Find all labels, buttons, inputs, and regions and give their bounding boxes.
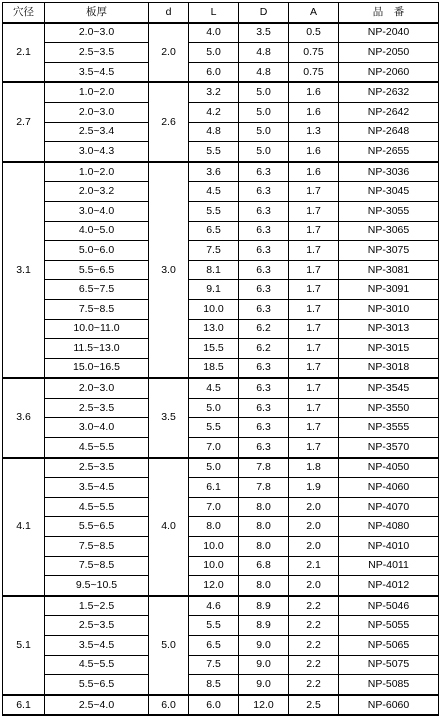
a-cell: 1.7 bbox=[289, 358, 339, 378]
table-row bbox=[3, 458, 439, 478]
table-row bbox=[3, 636, 439, 656]
D-cell: 6.8 bbox=[239, 556, 289, 576]
plate-thickness-cell: 5.5~6.5 bbox=[45, 517, 149, 537]
l-cell: 3.2 bbox=[189, 82, 239, 102]
a-cell: 2.2 bbox=[289, 616, 339, 636]
part-number-cell: NP-3570 bbox=[339, 438, 439, 458]
plate-thickness-cell: 2.5~4.0 bbox=[45, 695, 149, 716]
part-number-cell: NP-2642 bbox=[339, 102, 439, 122]
plate-thickness-cell: 7.5~8.5 bbox=[45, 537, 149, 557]
plate-thickness-cell: 3.5~4.5 bbox=[45, 636, 149, 656]
a-cell: 2.5 bbox=[289, 695, 339, 716]
table-row bbox=[3, 241, 439, 261]
d-cell: 3.5 bbox=[149, 378, 189, 457]
part-number-cell: NP-3550 bbox=[339, 398, 439, 418]
a-cell: 1.7 bbox=[289, 280, 339, 300]
plate-thickness-cell: 4.5~5.5 bbox=[45, 497, 149, 517]
table-row bbox=[3, 616, 439, 636]
table-row bbox=[3, 675, 439, 695]
l-cell: 6.5 bbox=[189, 221, 239, 241]
a-cell: 1.7 bbox=[289, 398, 339, 418]
a-cell: 1.7 bbox=[289, 201, 339, 221]
table-row bbox=[3, 319, 439, 339]
a-cell: 1.7 bbox=[289, 339, 339, 359]
table-row bbox=[3, 43, 439, 63]
D-cell: 9.0 bbox=[239, 636, 289, 656]
D-cell: 8.0 bbox=[239, 497, 289, 517]
header-a: A bbox=[289, 3, 339, 23]
hole-diameter-cell: 2.1 bbox=[3, 23, 45, 83]
l-cell: 5.5 bbox=[189, 201, 239, 221]
a-cell: 1.7 bbox=[289, 221, 339, 241]
table-row bbox=[3, 162, 439, 182]
part-number-cell: NP-2655 bbox=[339, 142, 439, 162]
D-cell: 6.3 bbox=[239, 260, 289, 280]
table-row bbox=[3, 537, 439, 557]
l-cell: 4.0 bbox=[189, 23, 239, 43]
plate-thickness-cell: 3.0~4.3 bbox=[45, 142, 149, 162]
a-cell: 1.8 bbox=[289, 458, 339, 478]
part-number-cell: NP-4050 bbox=[339, 458, 439, 478]
plate-thickness-cell: 3.0~4.0 bbox=[45, 418, 149, 438]
hole-diameter-cell: 5.1 bbox=[3, 596, 45, 695]
a-cell: 0.75 bbox=[289, 43, 339, 63]
a-cell: 1.7 bbox=[289, 260, 339, 280]
a-cell: 1.7 bbox=[289, 299, 339, 319]
plate-thickness-cell: 4.0~5.0 bbox=[45, 221, 149, 241]
part-number-cell: NP-3045 bbox=[339, 182, 439, 202]
a-cell: 1.7 bbox=[289, 378, 339, 398]
header-D: D bbox=[239, 3, 289, 23]
plate-thickness-cell: 2.5~3.5 bbox=[45, 616, 149, 636]
D-cell: 6.3 bbox=[239, 358, 289, 378]
D-cell: 9.0 bbox=[239, 655, 289, 675]
a-cell: 1.7 bbox=[289, 241, 339, 261]
plate-thickness-cell: 1.0~2.0 bbox=[45, 162, 149, 182]
a-cell: 1.6 bbox=[289, 82, 339, 102]
l-cell: 18.5 bbox=[189, 358, 239, 378]
D-cell: 4.8 bbox=[239, 62, 289, 82]
part-number-cell: NP-3013 bbox=[339, 319, 439, 339]
plate-thickness-cell: 1.0~2.0 bbox=[45, 82, 149, 102]
D-cell: 3.5 bbox=[239, 23, 289, 43]
plate-thickness-cell: 5.0~6.0 bbox=[45, 241, 149, 261]
a-cell: 2.1 bbox=[289, 556, 339, 576]
hole-diameter-cell: 3.1 bbox=[3, 162, 45, 379]
a-cell: 1.7 bbox=[289, 319, 339, 339]
l-cell: 5.5 bbox=[189, 418, 239, 438]
D-cell: 8.0 bbox=[239, 517, 289, 537]
part-number-cell: NP-3055 bbox=[339, 201, 439, 221]
plate-thickness-cell: 2.5~3.5 bbox=[45, 43, 149, 63]
a-cell: 1.7 bbox=[289, 182, 339, 202]
part-number-cell: NP-2648 bbox=[339, 122, 439, 142]
l-cell: 4.6 bbox=[189, 596, 239, 616]
plate-thickness-cell: 11.5~13.0 bbox=[45, 339, 149, 359]
D-cell: 6.2 bbox=[239, 319, 289, 339]
part-number-cell: NP-3555 bbox=[339, 418, 439, 438]
l-cell: 7.5 bbox=[189, 655, 239, 675]
table-row bbox=[3, 339, 439, 359]
l-cell: 6.1 bbox=[189, 478, 239, 498]
l-cell: 8.5 bbox=[189, 675, 239, 695]
d-cell: 2.6 bbox=[149, 82, 189, 161]
table-row bbox=[3, 102, 439, 122]
l-cell: 7.0 bbox=[189, 438, 239, 458]
plate-thickness-cell: 5.5~6.5 bbox=[45, 260, 149, 280]
d-cell: 6.0 bbox=[149, 695, 189, 716]
l-cell: 5.5 bbox=[189, 142, 239, 162]
D-cell: 6.3 bbox=[239, 241, 289, 261]
header-d: d bbox=[149, 3, 189, 23]
a-cell: 2.0 bbox=[289, 517, 339, 537]
part-number-cell: NP-5065 bbox=[339, 636, 439, 656]
part-number-cell: NP-3545 bbox=[339, 378, 439, 398]
header-plate-thickness: 板厚 bbox=[45, 3, 149, 23]
header-part-number: 品 番 bbox=[339, 3, 439, 23]
plate-thickness-cell: 2.5~3.5 bbox=[45, 398, 149, 418]
D-cell: 8.9 bbox=[239, 616, 289, 636]
part-number-cell: NP-3036 bbox=[339, 162, 439, 182]
l-cell: 5.0 bbox=[189, 43, 239, 63]
a-cell: 2.0 bbox=[289, 497, 339, 517]
D-cell: 6.3 bbox=[239, 162, 289, 182]
d-cell: 5.0 bbox=[149, 596, 189, 695]
D-cell: 5.0 bbox=[239, 142, 289, 162]
D-cell: 6.3 bbox=[239, 201, 289, 221]
l-cell: 8.1 bbox=[189, 260, 239, 280]
D-cell: 6.3 bbox=[239, 299, 289, 319]
header-hole-diameter: 穴径 bbox=[3, 3, 45, 23]
D-cell: 12.0 bbox=[239, 695, 289, 716]
spec-table bbox=[2, 2, 439, 716]
part-number-cell: NP-2050 bbox=[339, 43, 439, 63]
part-number-cell: NP-4080 bbox=[339, 517, 439, 537]
part-number-cell: NP-4070 bbox=[339, 497, 439, 517]
part-number-cell: NP-2040 bbox=[339, 23, 439, 43]
part-number-cell: NP-4012 bbox=[339, 576, 439, 596]
part-number-cell: NP-3081 bbox=[339, 260, 439, 280]
plate-thickness-cell: 7.5~8.5 bbox=[45, 299, 149, 319]
table-row bbox=[3, 418, 439, 438]
hole-diameter-cell: 3.6 bbox=[3, 378, 45, 457]
plate-thickness-cell: 2.0~3.2 bbox=[45, 182, 149, 202]
plate-thickness-cell: 3.5~4.5 bbox=[45, 478, 149, 498]
plate-thickness-cell: 1.5~2.5 bbox=[45, 596, 149, 616]
D-cell: 4.8 bbox=[239, 43, 289, 63]
l-cell: 9.1 bbox=[189, 280, 239, 300]
D-cell: 6.3 bbox=[239, 221, 289, 241]
part-number-cell: NP-3010 bbox=[339, 299, 439, 319]
D-cell: 7.8 bbox=[239, 478, 289, 498]
plate-thickness-cell: 10.0~11.0 bbox=[45, 319, 149, 339]
table-row bbox=[3, 556, 439, 576]
plate-thickness-cell: 4.5~5.5 bbox=[45, 438, 149, 458]
D-cell: 8.9 bbox=[239, 596, 289, 616]
table-row bbox=[3, 576, 439, 596]
plate-thickness-cell: 7.5~8.5 bbox=[45, 556, 149, 576]
a-cell: 0.75 bbox=[289, 62, 339, 82]
table-row bbox=[3, 142, 439, 162]
l-cell: 6.0 bbox=[189, 695, 239, 716]
part-number-cell: NP-5075 bbox=[339, 655, 439, 675]
table-row bbox=[3, 260, 439, 280]
l-cell: 4.5 bbox=[189, 182, 239, 202]
plate-thickness-cell: 2.0~3.0 bbox=[45, 378, 149, 398]
hole-diameter-cell: 2.7 bbox=[3, 82, 45, 161]
table-row bbox=[3, 517, 439, 537]
hole-diameter-cell: 4.1 bbox=[3, 458, 45, 596]
part-number-cell: NP-5085 bbox=[339, 675, 439, 695]
a-cell: 1.7 bbox=[289, 418, 339, 438]
plate-thickness-cell: 2.0~3.0 bbox=[45, 102, 149, 122]
a-cell: 2.2 bbox=[289, 675, 339, 695]
table-body bbox=[3, 23, 439, 716]
a-cell: 0.5 bbox=[289, 23, 339, 43]
l-cell: 4.8 bbox=[189, 122, 239, 142]
D-cell: 8.0 bbox=[239, 537, 289, 557]
l-cell: 6.0 bbox=[189, 62, 239, 82]
a-cell: 2.0 bbox=[289, 576, 339, 596]
a-cell: 2.2 bbox=[289, 655, 339, 675]
l-cell: 10.0 bbox=[189, 299, 239, 319]
table-row bbox=[3, 398, 439, 418]
table-row bbox=[3, 655, 439, 675]
part-number-cell: NP-2060 bbox=[339, 62, 439, 82]
D-cell: 7.8 bbox=[239, 458, 289, 478]
table-row bbox=[3, 378, 439, 398]
table-row bbox=[3, 497, 439, 517]
table-row bbox=[3, 201, 439, 221]
table-row bbox=[3, 358, 439, 378]
part-number-cell: NP-2632 bbox=[339, 82, 439, 102]
part-number-cell: NP-4011 bbox=[339, 556, 439, 576]
l-cell: 6.5 bbox=[189, 636, 239, 656]
table-row bbox=[3, 280, 439, 300]
plate-thickness-cell: 3.0~4.0 bbox=[45, 201, 149, 221]
table-row bbox=[3, 478, 439, 498]
l-cell: 8.0 bbox=[189, 517, 239, 537]
a-cell: 2.0 bbox=[289, 537, 339, 557]
part-number-cell: NP-3065 bbox=[339, 221, 439, 241]
table-row bbox=[3, 62, 439, 82]
part-number-cell: NP-5055 bbox=[339, 616, 439, 636]
part-number-cell: NP-3015 bbox=[339, 339, 439, 359]
part-number-cell: NP-6060 bbox=[339, 695, 439, 716]
D-cell: 6.3 bbox=[239, 418, 289, 438]
l-cell: 5.5 bbox=[189, 616, 239, 636]
plate-thickness-cell: 5.5~6.5 bbox=[45, 675, 149, 695]
D-cell: 6.3 bbox=[239, 438, 289, 458]
D-cell: 6.3 bbox=[239, 378, 289, 398]
l-cell: 7.5 bbox=[189, 241, 239, 261]
D-cell: 6.3 bbox=[239, 182, 289, 202]
plate-thickness-cell: 6.5~7.5 bbox=[45, 280, 149, 300]
l-cell: 7.0 bbox=[189, 497, 239, 517]
plate-thickness-cell: 2.0~3.0 bbox=[45, 23, 149, 43]
a-cell: 2.2 bbox=[289, 636, 339, 656]
table-row bbox=[3, 596, 439, 616]
D-cell: 8.0 bbox=[239, 576, 289, 596]
l-cell: 12.0 bbox=[189, 576, 239, 596]
plate-thickness-cell: 9.5~10.5 bbox=[45, 576, 149, 596]
l-cell: 10.0 bbox=[189, 537, 239, 557]
part-number-cell: NP-3018 bbox=[339, 358, 439, 378]
plate-thickness-cell: 2.5~3.4 bbox=[45, 122, 149, 142]
a-cell: 1.7 bbox=[289, 438, 339, 458]
table-row bbox=[3, 23, 439, 43]
d-cell: 4.0 bbox=[149, 458, 189, 596]
D-cell: 6.3 bbox=[239, 398, 289, 418]
header-l: L bbox=[189, 3, 239, 23]
plate-thickness-cell: 2.5~3.5 bbox=[45, 458, 149, 478]
part-number-cell: NP-3075 bbox=[339, 241, 439, 261]
part-number-cell: NP-3091 bbox=[339, 280, 439, 300]
d-cell: 3.0 bbox=[149, 162, 189, 379]
a-cell: 1.6 bbox=[289, 142, 339, 162]
l-cell: 4.5 bbox=[189, 378, 239, 398]
D-cell: 9.0 bbox=[239, 675, 289, 695]
table-row bbox=[3, 182, 439, 202]
part-number-cell: NP-5046 bbox=[339, 596, 439, 616]
table-row bbox=[3, 82, 439, 102]
hole-diameter-cell: 6.1 bbox=[3, 695, 45, 716]
table-row bbox=[3, 438, 439, 458]
a-cell: 1.6 bbox=[289, 102, 339, 122]
table-row bbox=[3, 221, 439, 241]
a-cell: 1.9 bbox=[289, 478, 339, 498]
l-cell: 5.0 bbox=[189, 458, 239, 478]
part-number-cell: NP-4010 bbox=[339, 537, 439, 557]
plate-thickness-cell: 4.5~5.5 bbox=[45, 655, 149, 675]
D-cell: 6.2 bbox=[239, 339, 289, 359]
plate-thickness-cell: 15.0~16.5 bbox=[45, 358, 149, 378]
table-row bbox=[3, 122, 439, 142]
table-header bbox=[3, 3, 439, 23]
header-row bbox=[3, 3, 439, 23]
l-cell: 4.2 bbox=[189, 102, 239, 122]
D-cell: 6.3 bbox=[239, 280, 289, 300]
l-cell: 15.5 bbox=[189, 339, 239, 359]
D-cell: 5.0 bbox=[239, 102, 289, 122]
a-cell: 1.3 bbox=[289, 122, 339, 142]
l-cell: 10.0 bbox=[189, 556, 239, 576]
table-row bbox=[3, 695, 439, 716]
l-cell: 13.0 bbox=[189, 319, 239, 339]
l-cell: 3.6 bbox=[189, 162, 239, 182]
a-cell: 1.6 bbox=[289, 162, 339, 182]
d-cell: 2.0 bbox=[149, 23, 189, 83]
plate-thickness-cell: 3.5~4.5 bbox=[45, 62, 149, 82]
part-number-cell: NP-4060 bbox=[339, 478, 439, 498]
D-cell: 5.0 bbox=[239, 82, 289, 102]
table-row bbox=[3, 299, 439, 319]
l-cell: 5.0 bbox=[189, 398, 239, 418]
a-cell: 2.2 bbox=[289, 596, 339, 616]
D-cell: 5.0 bbox=[239, 122, 289, 142]
